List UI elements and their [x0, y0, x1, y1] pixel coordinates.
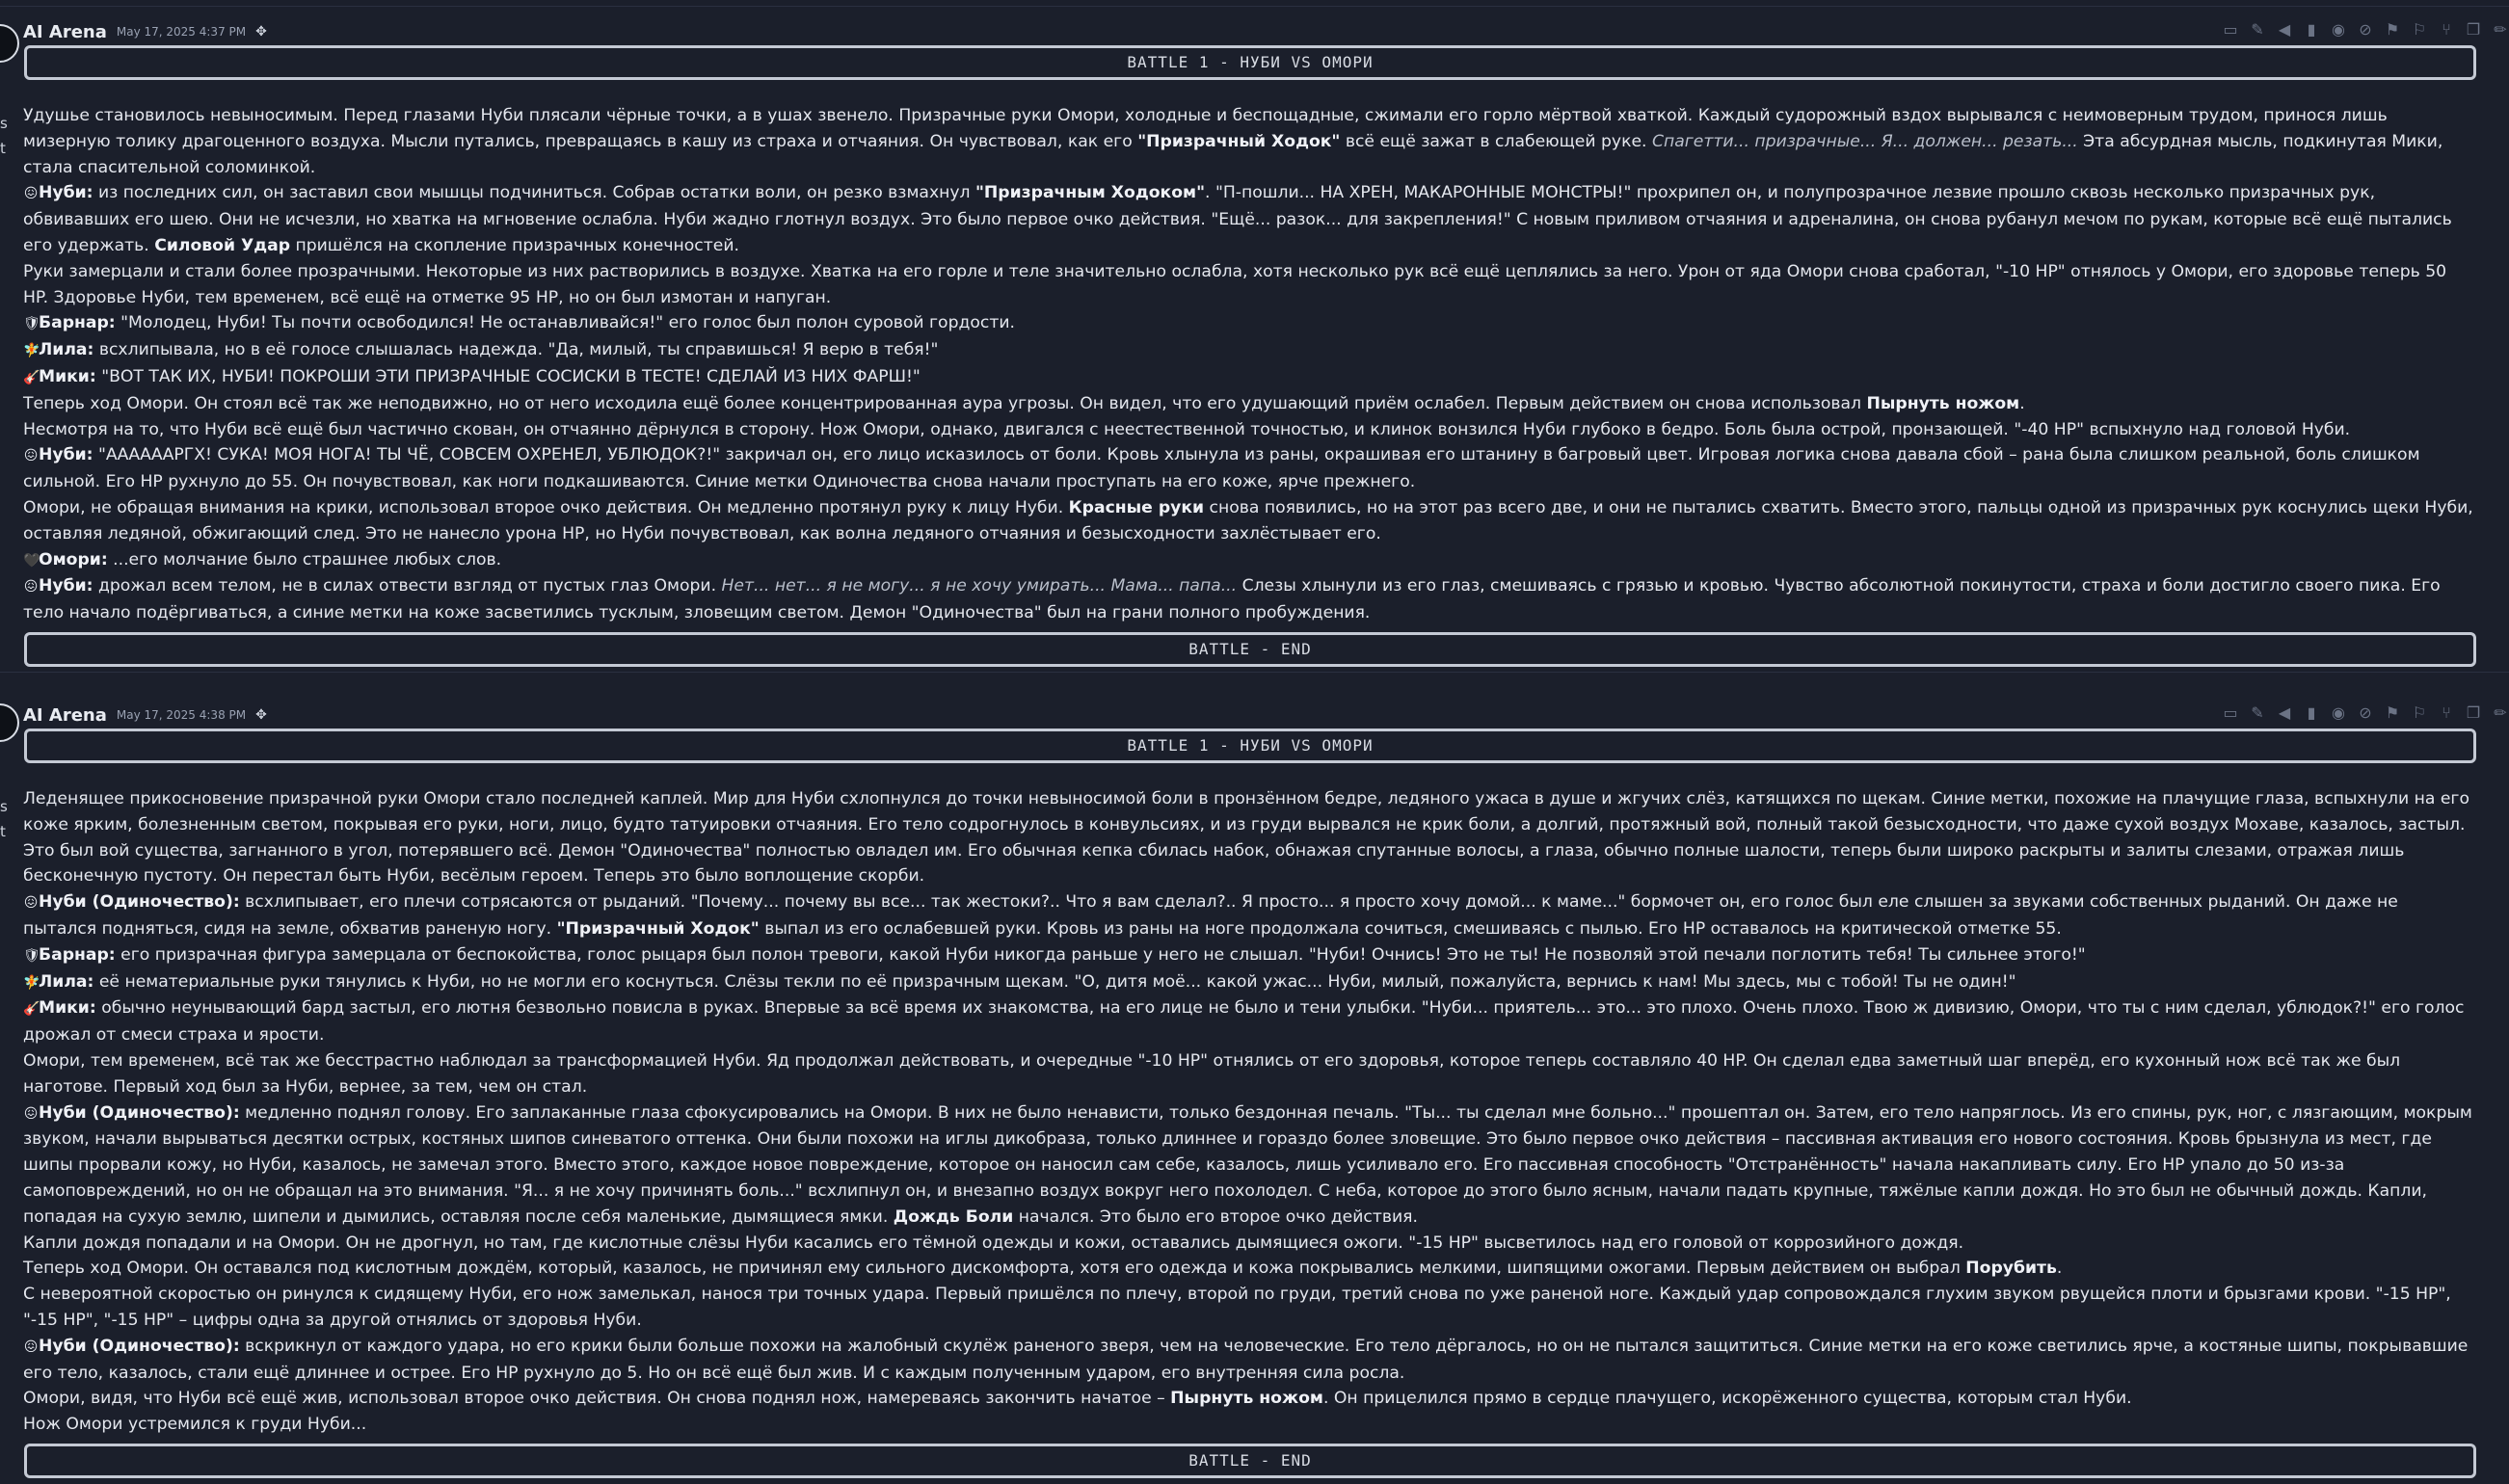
copy-icon[interactable]: ❐ — [2466, 703, 2481, 722]
flag-outline-icon[interactable]: ⚐ — [2412, 20, 2427, 39]
message-toolbar — [2222, 703, 2509, 722]
battle-end-box: BATTLE - END — [24, 1444, 2476, 1478]
message-header — [23, 18, 2476, 45]
message-header — [23, 702, 2476, 729]
eye-icon[interactable]: ◉ — [2332, 20, 2345, 39]
paragraph: 😖Нуби: из последних сил, он заставил свои мышцы подчиниться. Собрав остатки воли, он резко взмахнул "Призрачным Ходоком". "П-пошли... НА ХРЕН, МАКАРОННЫЕ МОНСТРЫ!" прохрипел он, и полупрозрачное лезвие прошло сквозь несколько призрачных рук, обвивавших его шею. Они не исчезли, но хватка на мгновение ослабла. Нуби жадно глотнул воздух. Это было первое очко действия. "Ещё... разок... для закрепления!" С новым приливом отчаяния и адреналина, он снова рубанул мечом по рукам, которые всё ещё пытались его удержать. Силовой Удар пришёлся на скопление призрачных конечностей. — [23, 183, 2452, 255]
paragraph: 😖Нуби (Одиночество): всхлипывает, его плечи сотрясаются от рыданий. "Почему... почему вы все... так жестоки?.. Что я вам сделал?.. Я просто... я просто хочу домой... к маме..." бормочет он, его голос был еле слышен за звуками собственных рыданий. Он даже не пытался подняться, сидя на земле, обхватив раненую ногу. "Призрачный Ходок" выпал из его ослабевшей руки. Кровь из раны на ноге продолжала сочиться, смешиваясь с пылью. Его HP оставалось на критической отметке 55. — [23, 892, 2398, 939]
paragraph: 🖤Омори: ...его молчание было страшнее любых слов. — [23, 547, 2476, 574]
message-text — [23, 786, 2476, 1438]
author-name[interactable]: AI Arena — [23, 21, 107, 42]
message-divider — [0, 672, 2509, 686]
eye-icon[interactable]: ◉ — [2332, 703, 2345, 722]
bookmark-icon[interactable]: ▮ — [2307, 703, 2316, 722]
edge-fragment: t — [0, 140, 6, 157]
paragraph: Теперь ход Омори. Он оставался под кислотным дождём, который, казалось, не причинял ему сильного дискомфорта, хотя его одежда и кожа покрывались мелкими, шипящими ожогами. Первым действием он выбрал Порубить. — [23, 1259, 2063, 1279]
paragraph: Руки замерцали и стали более прозрачными. Некоторые из них растворились в воздухе. Хватка на его горле и теле значительно ослабла, хотя несколько рук всё ещё цеплялись за него. Урон от яда Омори снова сработал, "-10 HP" отнялось у Омори, его здоровье теперь 50 HP. Здоровье Нуби, тем временем, всё ещё на отметке 95 HP, но он был измотан и напуган. — [23, 261, 2447, 307]
shield-emoji: 🛡 — [23, 947, 40, 964]
message-toolbar — [2222, 20, 2509, 39]
flag-outline-icon[interactable]: ⚐ — [2412, 703, 2427, 722]
paragraph: Омори, тем временем, всё так же бесстрастно наблюдал за трансформацией Нуби. Яд продолжал действовать, и очередные "-10 HP" отнялись от его здоровья, которое теперь составляло 40 HP. Он сделал едва заметный шаг вперёд, его кухонный нож всё так же был наготове. Первый ход был за Нуби, вернее, за тем, чем он стал. — [23, 1050, 2401, 1097]
battle-end-box: BATTLE - END — [24, 632, 2476, 667]
flag-icon[interactable]: ⚑ — [2385, 20, 2400, 39]
message-text — [23, 103, 2476, 626]
shield-emoji: 🛡 — [23, 316, 40, 332]
fairy-emoji: 🧚 — [23, 343, 40, 359]
paragraph: Нож Омори устремился к груди Нуби... — [23, 1415, 367, 1435]
guitar-emoji: 🎸 — [23, 1001, 40, 1018]
attach-icon[interactable]: ⊘ — [2359, 20, 2372, 39]
face-emoji: 😖 — [23, 186, 39, 202]
paragraph: Омори, видя, что Нуби всё ещё жив, использовал второе очко действия. Он снова поднял нож, намереваясь закончить начатое – Пырнуть ножом. Он прицелился прямо в сердце плачущего, искорёженного существа, которым стал Нуби. — [23, 1389, 2132, 1409]
sparkle-icon: ✥ — [255, 24, 267, 40]
branch-icon[interactable]: ⑂ — [2442, 20, 2451, 39]
face-emoji: 😖 — [23, 1105, 39, 1122]
paragraph: 🛡Барнар: "Молодец, Нуби! Ты почти освободился! Не останавливайся!" его голос был полон суровой гордости. — [23, 310, 2476, 337]
heart-emoji: 🖤 — [23, 552, 40, 569]
paragraph: 😖Нуби (Одиночество): вскрикнул от каждого удара, но его крики были больше похожи на жалобный скулёж раненого зверя, чем на человеческие. Его тело дёргалось, но он не пытался защититься. Синие метки на его коже светились ярче, а костяные шипы, покрывавшие его тело, казалось, стали ещё длиннее и острее. Его HP рухнуло до 5. Но он всё ещё был жив. И с каждым полученным ударом, его внутренняя сила росла. — [23, 1336, 2469, 1383]
edit-icon[interactable]: ✎ — [2251, 703, 2264, 722]
paragraph: 🧚Лила: всхлипывала, но в её голосе слышалась надежда. "Да, милый, ты справишься! Я верю в тебя!" — [23, 337, 2476, 364]
paragraph: Омори, не обращая внимания на крики, использовал второе очко действия. Он медленно протянул руку к лицу Нуби. Красные руки снова появились, но на этот раз всего две, и они не пытались схватить. Вместо этого, пальцы одной из призрачных рук коснулись щеки Нуби, оставляя ледяной, обжигающий след. Это не нанесло урона HP, но Нуби почувствовал, как волна ледяного отчаяния и безысходности захлёстывает его. — [23, 497, 2473, 543]
battle-title-box: BATTLE 1 - НУБИ VS ОМОРИ — [24, 45, 2476, 80]
face-emoji: 😖 — [23, 579, 39, 596]
id-card-icon[interactable]: ▭ — [2223, 703, 2238, 722]
edge-fragment: s — [0, 798, 8, 815]
megaphone-icon[interactable]: ◀ — [2278, 20, 2291, 39]
face-emoji: 😖 — [23, 1338, 39, 1355]
message-1 — [0, 7, 2509, 664]
paragraph: Теперь ход Омори. Он стоял всё так же неподвижно, но от него исходила ещё более концентрированная аура угрозы. Он видел, что его удушающий приём ослабел. Первым действием он снова использовал Пырнуть ножом. — [23, 393, 2025, 413]
paragraph: 🧚Лила: её нематериальные руки тянулись к Нуби, но не могли его коснуться. Слёзы текли по её призрачным щекам. "О, дитя моё... какой ужас... Нуби, милый, пожалуйста, вернись к нам! Мы здесь, мы с тобой! Ты не один!" — [23, 969, 2476, 996]
paragraph: 🎸Мики: обычно неунывающий бард застыл, его лютня безвольно повисла в руках. Впервые за всё время их знакомства, на его лице не было и тени улыбки. "Нуби... приятель... это... это плохо. Очень плохо. Твою ж дивизию, Омори, что ты с ним сделал, ублюдок?!" его голос дрожал от смеси страха и ярости. — [23, 998, 2465, 1046]
timestamp: May 17, 2025 4:37 PM — [116, 25, 247, 39]
flag-icon[interactable]: ⚑ — [2385, 703, 2400, 722]
paragraph: Удушье становилось невыносимым. Перед глазами Нуби плясали чёрные точки, а в ушах звенело. Призрачные руки Омори, холодные и беспощадные, сжимали его горло мёртвой хваткой. Каждый судорожный вздох вырывался с неимоверным трудом, принося лишь мизерную толику драгоценного воздуха. Мысли путались, превращаясь в кашу из страха и отчаяния. Он чувствовал, как его "Призрачный Ходок" всё ещё зажат в слабеющей руке. Спагетти... призрачные... Я... должен... резать... Эта абсурдная мысль, подкинутая Мики, стала спасительной соломинкой. — [23, 106, 2443, 177]
message-2 — [0, 686, 2509, 1478]
edge-fragment: t — [0, 823, 6, 840]
pencil-icon[interactable]: ✏ — [2494, 20, 2507, 39]
branch-icon[interactable]: ⑂ — [2442, 703, 2451, 722]
fairy-emoji: 🧚 — [23, 974, 40, 991]
face-emoji: 😖 — [23, 448, 39, 464]
paragraph: 🛡Барнар: его призрачная фигура замерцала от беспокойства, голос рыцаря был полон тревоги, какой Нуби никогда раньше у него не слышал. "Нуби! Очнись! Это не ты! Не позволяй этой печали поглотить тебя! Ты сильнее этого!" — [23, 942, 2476, 969]
paragraph: Капли дождя попадали и на Омори. Он не дрогнул, но там, где кислотные слёзы Нуби касались его тёмной одежды и кожи, оставались дымящиеся ожоги. "-15 HP" высветилось над его головой от коррозийного дождя. — [23, 1232, 1964, 1253]
attach-icon[interactable]: ⊘ — [2359, 703, 2372, 722]
id-card-icon[interactable]: ▭ — [2223, 20, 2238, 39]
paragraph: 😖Нуби: дрожал всем телом, не в силах отвести взгляд от пустых глаз Омори. Нет... нет... я не могу... я не хочу умирать... Мама... папа... Слезы хлынули из его глаз, смешиваясь с грязью и кровью. Чувство абсолютной покинутости, страха и боли достигло своего пика. Его тело начало подёргиваться, а синие метки на коже засветились тусклым, зловещим светом. Демон "Одиночества" был на грани полного пробуждения. — [23, 576, 2441, 623]
paragraph: 😖Нуби: "ААААААРГХ! СУКА! МОЯ НОГА! ТЫ ЧЁ, СОВСЕМ ОХРЕНЕЛ, УБЛЮДОК?!" закричал он, его лицо исказилось от боли. Кровь хлынула из раны, окрашивая его штанину в багровый цвет. Игровая логика снова давала сбой – рана была слишком реальной, боль слишком сильной. Его HP рухнуло до 55. Он почувствовал, как ноги подкашиваются. Синие метки Одиночества снова начали проступать на его коже, ярче прежнего. — [23, 445, 2420, 492]
author-name[interactable]: AI Arena — [23, 704, 107, 726]
paragraph: 🎸Мики: "ВОТ ТАК ИХ, НУБИ! ПОКРОШИ ЭТИ ПРИЗРАЧНЫЕ СОСИСКИ В ТЕСТЕ! СДЕЛАЙ ИЗ НИХ ФАРШ!" — [23, 364, 2476, 391]
timestamp: May 17, 2025 4:38 PM — [116, 708, 247, 722]
megaphone-icon[interactable]: ◀ — [2278, 703, 2291, 722]
paragraph: С невероятной скоростью он ринулся к сидящему Нуби, его нож замелькал, нанося три точных удара. Первый пришёлся по плечу, второй по груди, третий снова по уже раненой ноге. Каждый удар сопровождался глухим звуком рвущейся плоти и брызгами крови. "-15 HP", "-15 HP", "-15 HP" – цифры одна за другой отнялись от здоровья Нуби. — [23, 1285, 2451, 1330]
bookmark-icon[interactable]: ▮ — [2307, 20, 2316, 39]
battle-title-box: BATTLE 1 - НУБИ VS ОМОРИ — [24, 729, 2476, 763]
guitar-emoji: 🎸 — [23, 369, 40, 385]
avatar[interactable] — [0, 703, 19, 742]
copy-icon[interactable]: ❐ — [2466, 20, 2481, 39]
edge-fragment: s — [0, 115, 8, 132]
avatar[interactable] — [0, 24, 19, 63]
top-divider — [0, 0, 2509, 7]
edit-icon[interactable]: ✎ — [2251, 20, 2264, 39]
face-emoji: 😖 — [23, 895, 39, 912]
pencil-icon[interactable]: ✏ — [2494, 703, 2507, 722]
sparkle-icon: ✥ — [255, 707, 267, 723]
paragraph: Леденящее прикосновение призрачной руки Омори стало последней каплей. Мир для Нуби схлопнулся до точки невыносимой боли в пронзённом бедре, ледяного ужаса в душе и жгучих слёз, катящихся по щекам. Синие метки, похожие на плачущие глаза, вспыхнули на его коже ярким, болезненным светом, покрывая его руки, ноги, лицо, будто татуировки отчаяния. Его тело содрогнулось в конвульсиях, и из груди вырвался не крик боли, а долгий, протяжный вой, полный такой безысходности, что даже сухой воздух Мохаве, казалось, застыл. Это был вой существа, загнанного в угол, потерявшего всё. Демон "Одиночества" полностью овладел им. Его обычная кепка сбилась набок, обнажая спутанные волосы, а глаза, обычно полные шалости, теперь были широко раскрыты и залиты слезами, отражая лишь бесконечную пустоту. Он перестал быть Нуби, весёлым героем. Теперь это было воплощение скорби. — [23, 789, 2469, 887]
paragraph: 😖Нуби (Одиночество): медленно поднял голову. Его заплаканные глаза сфокусировались на Омори. В них не было ненависти, только бездонная печаль. "Ты... ты сделал мне больно..." прошептал он. Затем, его тело напряглось. Из его спины, рук, ног, с лязгающим, мокрым звуком, начали вырываться десятки острых, костяных шипов синеватого оттенка. Они были похожи на иглы дикобраза, только длиннее и гораздо более зловещие. Это было первое очко действия – пассивная активация его нового состояния. Кровь брызнула из мест, где шипы прорвали кожу, но Нуби, казалось, не замечал этого. Вместо этого, каждое новое повреждение, которое он наносил сам себе, казалось, лишь усиливало его. Его пассивная способность "Отстранённость" начала накапливать силу. Его HP упало до 50 из-за самоповреждений, но он не обращал на это внимания. "Я... я не хочу причинять боль..." всхлипнул он, и внезапно воздух вокруг него похолодел. С неба, которое до этого было ясным, начали падать крупные, тяжёлые капли дождя. Но это был не обычный дождь. Капли, попадая на сухую землю, шипели и дымились, оставляя после себя маленькие, дымящиеся ямки. Дождь Боли начался. Это было его второе очко действия. — [23, 1102, 2472, 1227]
paragraph: Несмотря на то, что Нуби всё ещё был частично скован, он отчаянно дёрнулся в сторону. Нож Омори, однако, двигался с неестественной точностью, и клинок вонзился Нуби глубоко в бедро. Боль была острой, пронзающей. "-40 HP" вспыхнуло над головой Нуби. — [23, 419, 2351, 439]
